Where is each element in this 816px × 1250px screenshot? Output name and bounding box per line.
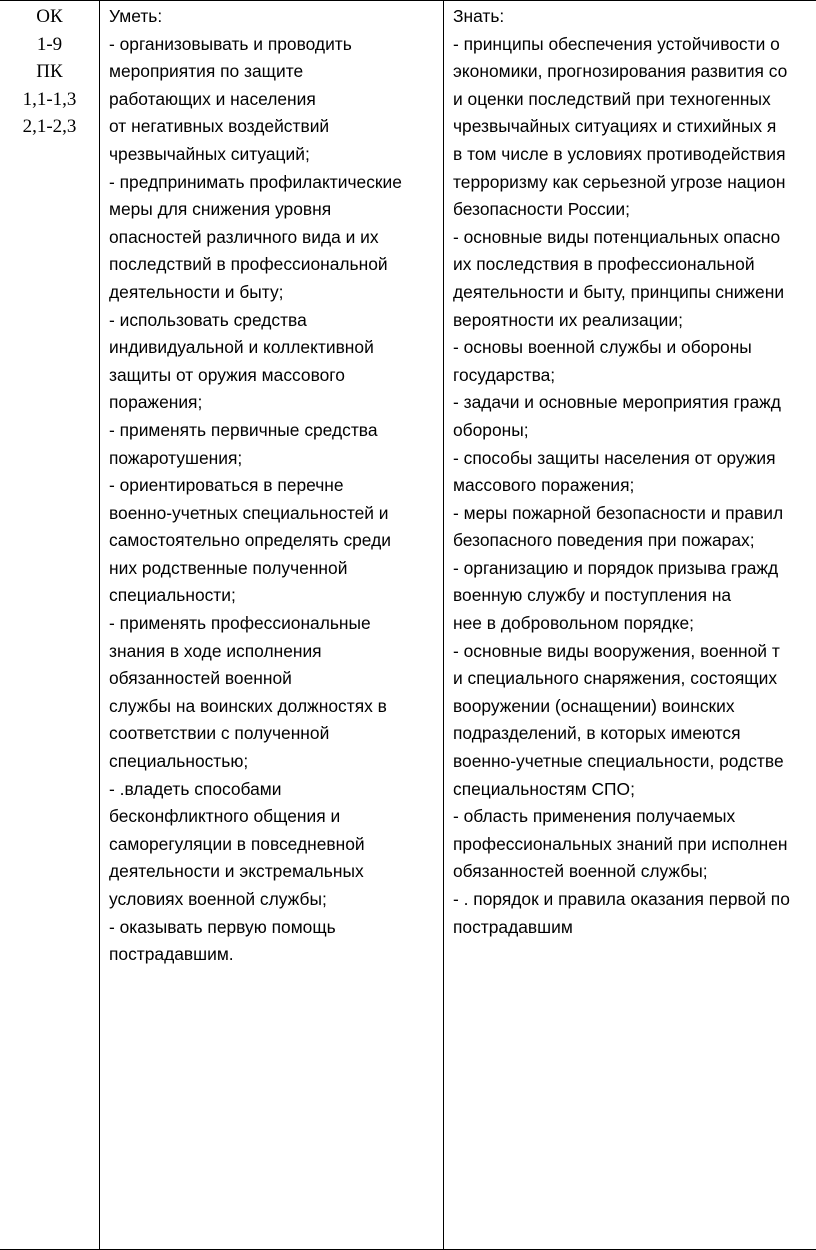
knowledge-cell bbox=[443, 0, 816, 1250]
knowledge-line: безопасного поведения при пожарах; bbox=[453, 530, 755, 551]
knowledge-line: - основы военной службы и обороны bbox=[453, 337, 752, 358]
knowledge-line: вооружении (оснащении) воинских bbox=[453, 695, 735, 716]
knowledge-line: специальностям СПО; bbox=[453, 778, 635, 799]
knowledge-line: безопасности России; bbox=[453, 199, 630, 220]
skills-line: условиях военной службы; bbox=[109, 889, 327, 909]
skills-line: - применять первичные средства bbox=[109, 419, 378, 440]
competency-code: ОК bbox=[36, 6, 63, 27]
competency-code: 1-9 bbox=[36, 33, 63, 55]
knowledge-line: - основные виды потенциальных опасно bbox=[453, 226, 781, 247]
competency-code: 1,1-1,3 bbox=[22, 88, 77, 110]
knowledge-line: и оценки последствий при техногенных bbox=[453, 88, 771, 109]
skills-line: пострадавшим. bbox=[109, 944, 234, 965]
skills-line: поражения; bbox=[109, 392, 203, 413]
knowledge-line: - задачи и основные мероприятия гражд bbox=[453, 392, 781, 413]
skills-text bbox=[109, 3, 402, 969]
knowledge-line: профессиональных знаний при исполнен bbox=[453, 833, 788, 854]
knowledge-line: их последствия в профессиональной bbox=[453, 254, 755, 275]
skills-line: специальности; bbox=[109, 585, 236, 606]
knowledge-line: пострадавшим bbox=[453, 916, 573, 937]
skills-line: знания в ходе исполнения bbox=[109, 640, 322, 661]
knowledge-line: экономики, прогнозирования развития со bbox=[453, 61, 788, 82]
skills-line: военно-учетных специальностей и bbox=[109, 502, 389, 523]
skills-line: бесконфликтного общения и bbox=[109, 806, 341, 827]
knowledge-line: обороны; bbox=[453, 419, 529, 440]
skills-line: - оказывать первую помощь bbox=[109, 916, 336, 937]
skills-line: деятельности и экстремальных bbox=[109, 861, 364, 882]
competency-codes-cell bbox=[0, 0, 99, 1250]
skills-line: работающих и населения bbox=[109, 88, 316, 109]
skills-line: мероприятия по защите bbox=[109, 61, 304, 82]
knowledge-line: чрезвычайных ситуациях и стихийных я bbox=[453, 116, 777, 137]
knowledge-line: в том числе в условиях противодействия bbox=[453, 143, 786, 164]
skills-line: от негативных воздействий bbox=[109, 116, 330, 137]
skills-line: индивидуальной и коллективной bbox=[109, 337, 374, 358]
skills-line: них родственные полученной bbox=[109, 557, 348, 578]
skills-line: деятельности и быту; bbox=[109, 281, 284, 302]
knowledge-text bbox=[453, 3, 790, 941]
skills-line: последствий в профессиональной bbox=[109, 254, 388, 275]
skills-line: соответствии с полученной bbox=[109, 723, 330, 744]
skills-line: - ориентироваться в перечне bbox=[109, 475, 344, 496]
knowledge-line: - организацию и порядок призыва гражд bbox=[453, 557, 779, 578]
knowledge-line: - способы защиты населения от оружия bbox=[453, 447, 776, 468]
knowledge-line: - . порядок и правила оказания первой по bbox=[453, 889, 790, 909]
skills-heading: Уметь: bbox=[109, 6, 163, 26]
knowledge-line: военную службу и поступления на bbox=[453, 585, 732, 606]
skills-line: специальностью; bbox=[109, 751, 249, 772]
knowledge-heading: Знать: bbox=[453, 6, 505, 26]
competency-code: 2,1-2,3 bbox=[22, 116, 77, 138]
knowledge-line: деятельности и быту, принципы снижени bbox=[453, 281, 785, 302]
skills-line: чрезвычайных ситуаций; bbox=[109, 143, 310, 164]
competency-code: ПК bbox=[36, 61, 63, 83]
skills-line: - применять профессиональные bbox=[109, 613, 371, 634]
knowledge-line: терроризму как серьезной угрозе национ bbox=[453, 171, 786, 192]
skills-line: защиты от оружия массового bbox=[109, 364, 345, 385]
competency-codes-list bbox=[0, 1, 99, 141]
knowledge-line: и специального снаряжения, состоящих bbox=[453, 668, 778, 689]
skills-line: - предпринимать профилактические bbox=[109, 171, 402, 192]
knowledge-line: - принципы обеспечения устойчивости о bbox=[453, 33, 780, 54]
knowledge-line: государства; bbox=[453, 364, 556, 385]
knowledge-line: военно-учетные специальности, родстве bbox=[453, 751, 784, 772]
knowledge-line: - основные виды вооружения, военной т bbox=[453, 640, 780, 661]
skills-line: - организовывать и проводить bbox=[109, 33, 352, 54]
skills-line: - использовать средства bbox=[109, 309, 307, 330]
knowledge-line: массового поражения; bbox=[453, 475, 635, 496]
skills-line: - .владеть способами bbox=[109, 778, 282, 799]
skills-line: пожаротушения; bbox=[109, 447, 243, 468]
skills-line: опасностей различного вида и их bbox=[109, 226, 379, 247]
knowledge-line: обязанностей военной службы; bbox=[453, 861, 708, 882]
skills-cell bbox=[99, 0, 443, 1250]
skills-line: обязанностей военной bbox=[109, 668, 292, 689]
knowledge-line: вероятности их реализации; bbox=[453, 309, 683, 330]
knowledge-line: нее в добровольном порядке; bbox=[453, 613, 695, 634]
skills-line: самостоятельно определять среди bbox=[109, 530, 391, 551]
skills-line: службы на воинских должностях в bbox=[109, 695, 387, 716]
skills-line: меры для снижения уровня bbox=[109, 199, 332, 220]
knowledge-line: подразделений, в которых имеются bbox=[453, 723, 741, 744]
knowledge-line: - область применения получаемых bbox=[453, 806, 736, 827]
skills-line: саморегуляции в повседневной bbox=[109, 833, 365, 854]
knowledge-line: - меры пожарной безопасности и правил bbox=[453, 502, 784, 523]
